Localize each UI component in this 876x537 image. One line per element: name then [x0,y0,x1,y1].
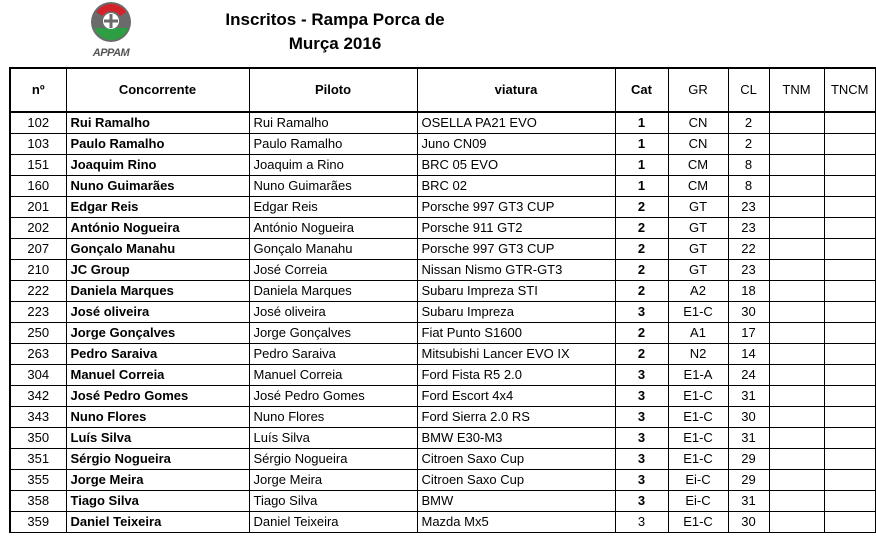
piloto-cell: Manuel Correia [249,365,417,386]
table-row [10,239,876,260]
entry-number: 103 [10,134,66,155]
entries-table [9,67,876,533]
piloto-cell: Nuno Guimarães [249,176,417,197]
gr-cell: E1-A [668,365,728,386]
entry-number: 223 [10,302,66,323]
concorrente-cell: Jorge Meira [66,470,249,491]
viatura-cell: Juno CN09 [417,134,615,155]
piloto-cell: Sérgio Nogueira [249,449,417,470]
tncm-cell [824,218,876,239]
piloto-cell: Rui Ramalho [249,112,417,134]
concorrente-cell: Joaquim Rino [66,155,249,176]
table-row [10,323,876,344]
tncm-cell [824,344,876,365]
col-header-tnm: TNM [769,68,824,112]
appam-emblem-icon [86,0,136,62]
piloto-cell: José Correia [249,260,417,281]
col-header-piloto: Piloto [249,68,417,112]
cl-cell: 8 [728,155,769,176]
entry-number: 210 [10,260,66,281]
cat-cell: 3 [615,407,668,428]
gr-cell: Ei-C [668,470,728,491]
gr-cell: A2 [668,281,728,302]
cat-cell: 2 [615,197,668,218]
concorrente-cell: Gonçalo Manahu [66,239,249,260]
tncm-cell [824,176,876,197]
tncm-cell [824,155,876,176]
table-row [10,155,876,176]
viatura-cell: OSELLA PA21 EVO [417,112,615,134]
piloto-cell: Gonçalo Manahu [249,239,417,260]
piloto-cell: Luís Silva [249,428,417,449]
header-row [10,68,876,112]
tnm-cell [769,407,824,428]
cl-cell: 18 [728,281,769,302]
cl-cell: 29 [728,470,769,491]
tnm-cell [769,449,824,470]
concorrente-cell: Pedro Saraiva [66,344,249,365]
viatura-cell: Ford Escort 4x4 [417,386,615,407]
table-row [10,407,876,428]
tnm-cell [769,281,824,302]
entry-number: 102 [10,112,66,134]
tncm-cell [824,281,876,302]
viatura-cell: BRC 05 EVO [417,155,615,176]
tnm-cell [769,491,824,512]
viatura-cell: Citroen Saxo Cup [417,449,615,470]
piloto-cell: António Nogueira [249,218,417,239]
cl-cell: 31 [728,386,769,407]
cat-cell: 1 [615,176,668,197]
piloto-cell: Tiago Silva [249,491,417,512]
appam-logo [86,0,136,62]
gr-cell: GT [668,197,728,218]
gr-cell: E1-C [668,512,728,533]
entry-number: 201 [10,197,66,218]
viatura-cell: Citroen Saxo Cup [417,470,615,491]
tncm-cell [824,260,876,281]
table-row [10,176,876,197]
viatura-cell: BMW [417,491,615,512]
entry-number: 202 [10,218,66,239]
tnm-cell [769,470,824,491]
cl-cell: 23 [728,197,769,218]
tncm-cell [824,407,876,428]
cl-cell: 31 [728,491,769,512]
entry-number: 343 [10,407,66,428]
col-header-cat: Cat [615,68,668,112]
gr-cell: E1-C [668,386,728,407]
piloto-cell: Jorge Gonçalves [249,323,417,344]
entry-number: 222 [10,281,66,302]
cl-cell: 23 [728,260,769,281]
cl-cell: 14 [728,344,769,365]
cl-cell: 29 [728,449,769,470]
cat-cell: 2 [615,323,668,344]
tnm-cell [769,512,824,533]
concorrente-cell: Nuno Flores [66,407,249,428]
title-line-2: Murça 2016 [288,34,382,53]
table-row [10,365,876,386]
viatura-cell: Ford Sierra 2.0 RS [417,407,615,428]
table-row [10,302,876,323]
gr-cell: GT [668,260,728,281]
cl-cell: 30 [728,302,769,323]
tncm-cell [824,491,876,512]
cl-cell: 2 [728,134,769,155]
cl-cell: 8 [728,176,769,197]
table-row [10,197,876,218]
table-row [10,344,876,365]
table-row [10,470,876,491]
concorrente-cell: Edgar Reis [66,197,249,218]
viatura-cell: Subaru Impreza STI [417,281,615,302]
gr-cell: Ei-C [668,491,728,512]
tncm-cell [824,470,876,491]
cl-cell: 30 [728,407,769,428]
cl-cell: 17 [728,323,769,344]
viatura-cell: Porsche 911 GT2 [417,218,615,239]
entry-number: 350 [10,428,66,449]
tncm-cell [824,134,876,155]
concorrente-cell: José Pedro Gomes [66,386,249,407]
tnm-cell [769,112,824,134]
gr-cell: E1-C [668,302,728,323]
viatura-cell: Mitsubishi Lancer EVO IX [417,344,615,365]
tncm-cell [824,112,876,134]
gr-cell: N2 [668,344,728,365]
cat-cell: 2 [615,218,668,239]
viatura-cell: Subaru Impreza [417,302,615,323]
table-row [10,134,876,155]
piloto-cell: José Pedro Gomes [249,386,417,407]
tnm-cell [769,386,824,407]
gr-cell: CN [668,112,728,134]
cat-cell: 3 [615,365,668,386]
cat-cell: 2 [615,344,668,365]
tnm-cell [769,323,824,344]
col-header-cl: CL [728,68,769,112]
cat-cell: 3 [615,386,668,407]
concorrente-cell: Rui Ramalho [66,112,249,134]
tnm-cell [769,260,824,281]
viatura-cell: Nissan Nismo GTR-GT3 [417,260,615,281]
gr-cell: E1-C [668,428,728,449]
concorrente-cell: José oliveira [66,302,249,323]
concorrente-cell: JC Group [66,260,249,281]
table-row [10,386,876,407]
tnm-cell [769,155,824,176]
entry-number: 151 [10,155,66,176]
tncm-cell [824,197,876,218]
tnm-cell [769,197,824,218]
concorrente-cell: Daniel Teixeira [66,512,249,533]
col-header-gr: GR [668,68,728,112]
viatura-cell: BRC 02 [417,176,615,197]
table-row [10,260,876,281]
entry-number: 160 [10,176,66,197]
cat-cell: 2 [615,239,668,260]
tncm-cell [824,365,876,386]
concorrente-cell: Sérgio Nogueira [66,449,249,470]
gr-cell: CM [668,176,728,197]
col-header-viatura: viatura [417,68,615,112]
piloto-cell: Jorge Meira [249,470,417,491]
table-row [10,512,876,533]
viatura-cell: Mazda Mx5 [417,512,615,533]
entry-number: 351 [10,449,66,470]
piloto-cell: Edgar Reis [249,197,417,218]
cl-cell: 2 [728,112,769,134]
table-row [10,491,876,512]
viatura-cell: Ford Fista R5 2.0 [417,365,615,386]
table-row [10,428,876,449]
entry-number: 304 [10,365,66,386]
piloto-cell: José oliveira [249,302,417,323]
page-title [190,8,480,56]
piloto-cell: Pedro Saraiva [249,344,417,365]
tnm-cell [769,239,824,260]
cat-cell: 3 [615,512,668,533]
cat-cell: 3 [615,470,668,491]
tncm-cell [824,512,876,533]
tncm-cell [824,323,876,344]
concorrente-cell: Paulo Ramalho [66,134,249,155]
entry-number: 358 [10,491,66,512]
col-header-num: nº [10,68,66,112]
piloto-cell: Daniela Marques [249,281,417,302]
entry-number: 250 [10,323,66,344]
cat-cell: 1 [615,112,668,134]
concorrente-cell: Daniela Marques [66,281,249,302]
gr-cell: CM [668,155,728,176]
table-row [10,218,876,239]
cat-cell: 3 [615,449,668,470]
cat-cell: 3 [615,491,668,512]
col-header-concorrente: Concorrente [66,68,249,112]
tnm-cell [769,134,824,155]
tnm-cell [769,218,824,239]
piloto-cell: Joaquim a Rino [249,155,417,176]
tnm-cell [769,365,824,386]
table-row [10,112,876,134]
logo-text: APPAM [92,47,130,59]
cl-cell: 31 [728,428,769,449]
cl-cell: 30 [728,512,769,533]
tnm-cell [769,428,824,449]
cl-cell: 24 [728,365,769,386]
cat-cell: 1 [615,134,668,155]
gr-cell: CN [668,134,728,155]
gr-cell: GT [668,239,728,260]
entry-number: 355 [10,470,66,491]
gr-cell: A1 [668,323,728,344]
tncm-cell [824,239,876,260]
cl-cell: 23 [728,218,769,239]
gr-cell: E1-C [668,407,728,428]
table-row [10,281,876,302]
tncm-cell [824,428,876,449]
cat-cell: 1 [615,155,668,176]
entry-number: 207 [10,239,66,260]
cat-cell: 3 [615,428,668,449]
tncm-cell [824,449,876,470]
concorrente-cell: Manuel Correia [66,365,249,386]
concorrente-cell: Luís Silva [66,428,249,449]
tnm-cell [769,344,824,365]
title-line-1: Inscritos - Rampa Porca de [225,10,445,29]
tnm-cell [769,176,824,197]
entry-number: 263 [10,344,66,365]
piloto-cell: Paulo Ramalho [249,134,417,155]
viatura-cell: BMW E30-M3 [417,428,615,449]
gr-cell: GT [668,218,728,239]
cat-cell: 2 [615,260,668,281]
concorrente-cell: Tiago Silva [66,491,249,512]
concorrente-cell: Nuno Guimarães [66,176,249,197]
cl-cell: 22 [728,239,769,260]
tncm-cell [824,386,876,407]
piloto-cell: Nuno Flores [249,407,417,428]
concorrente-cell: António Nogueira [66,218,249,239]
viatura-cell: Fiat Punto S1600 [417,323,615,344]
entry-number: 342 [10,386,66,407]
concorrente-cell: Jorge Gonçalves [66,323,249,344]
cat-cell: 2 [615,281,668,302]
col-header-tncm: TNCM [824,68,876,112]
tnm-cell [769,302,824,323]
table-row [10,449,876,470]
entry-number: 359 [10,512,66,533]
gr-cell: E1-C [668,449,728,470]
tncm-cell [824,302,876,323]
viatura-cell: Porsche 997 GT3 CUP [417,197,615,218]
cat-cell: 3 [615,302,668,323]
viatura-cell: Porsche 997 GT3 CUP [417,239,615,260]
piloto-cell: Daniel Teixeira [249,512,417,533]
